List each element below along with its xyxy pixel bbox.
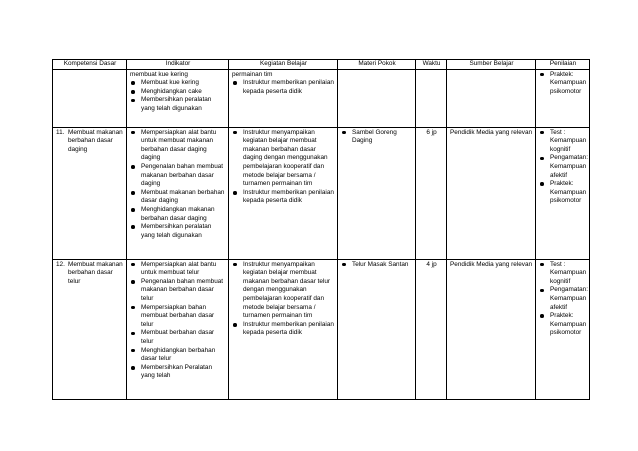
bullet-icon	[131, 208, 135, 212]
bullet-icon	[131, 263, 135, 267]
bullet-icon	[233, 81, 237, 85]
activity-item	[232, 321, 335, 338]
cell-time: 6 jp	[416, 127, 447, 259]
bullet-icon	[540, 314, 544, 318]
header-time: Waktu	[416, 60, 447, 70]
indicator-item	[130, 189, 226, 206]
assessment-item	[539, 180, 587, 206]
indicator-item-list	[130, 79, 226, 113]
activity-item-text: Instruktur memberikan penilaian kepada peserta didik	[243, 188, 334, 205]
activity-item-text: Instruktur memberikan penilaian kepada peserta didik	[243, 320, 334, 337]
indicator-item-text: Pengenalan bahan membuat makanan berbahan dasar telur	[141, 277, 224, 302]
indicator-item-list	[130, 261, 226, 381]
cell-activities	[229, 127, 338, 259]
table-row	[53, 259, 590, 399]
activity-item	[232, 129, 335, 189]
indicator-item	[130, 304, 226, 330]
bullet-icon	[342, 131, 346, 135]
bullet-icon	[540, 182, 544, 186]
indicator-item-text: Pengenalan bahan membuat makanan berbahan dasar daging	[141, 162, 224, 188]
bullet-icon	[540, 263, 544, 267]
activity-item-text: Instruktur menyampaikan kegiatan belajar membuat makanan berbahan dasar telur dengan menggunakan pembelajaran kooperatif dan metode belajar bersama / turnamen permainan tim	[243, 260, 331, 320]
material-item	[341, 129, 413, 146]
indicator-item	[130, 206, 226, 223]
bullet-icon	[540, 131, 544, 135]
bullet-icon	[131, 90, 135, 94]
indicator-item-text: Membersihkan Peralatan yang telah	[141, 363, 213, 380]
assessment-item-text: Praktek: Kemampuan psikomotor	[550, 312, 587, 337]
indicator-item-text: Membuat berbahan dasar telur	[141, 329, 215, 345]
header-competency: Kompetensi Dasar	[53, 60, 127, 70]
bullet-icon	[131, 191, 135, 195]
cell-competency	[53, 127, 127, 259]
activity-item-text: Instruktur memberikan penilaian kepada peserta didik	[243, 79, 334, 95]
cell-sources	[447, 69, 536, 127]
bullet-icon	[233, 323, 237, 327]
cell-assessment	[536, 69, 590, 127]
assessment-item-text: Test : Kemampuan kognitif	[550, 260, 587, 285]
bullet-icon	[131, 99, 135, 103]
cell-sources: Pendidik Media yang relevan	[447, 259, 536, 399]
indicator-item	[130, 329, 226, 346]
competency-text: Membuat makanan berbahan dasar telur	[68, 260, 123, 285]
bullet-icon	[131, 165, 135, 169]
activity-lead-text: permainan tim	[232, 70, 273, 78]
material-item	[341, 261, 413, 270]
bullet-icon	[131, 366, 135, 370]
indicator-item-text: Menghidangkan cake	[141, 87, 202, 95]
assessment-item	[539, 129, 587, 155]
indicator-item	[130, 79, 226, 88]
table-row	[53, 127, 590, 259]
assessment-item-text: Pengamatan: Kemampuan afektif	[550, 154, 589, 179]
indicator-item-text: Mempersiapkan bahan membuat berbahan dasar telur	[141, 303, 215, 328]
bullet-icon	[233, 263, 237, 267]
indicator-item-text: Membersihkan peralatan yang telah digunakan	[141, 223, 212, 239]
indicator-item	[130, 261, 226, 278]
bullet-icon	[342, 263, 346, 267]
material-item-text: Telur Masak Santan	[352, 260, 409, 268]
indicator-item-text: Menghidangkan berbahan dasar telur	[141, 346, 216, 363]
indicator-item	[130, 96, 226, 113]
cell-material	[338, 127, 416, 259]
syllabus-table	[52, 59, 590, 400]
indicator-item	[130, 364, 226, 381]
header-activities: Kegiatan Belajar	[229, 60, 338, 70]
indicator-item-text: Membuat kue kering	[141, 79, 199, 87]
indicator-item	[130, 347, 226, 364]
material-item-list	[341, 261, 413, 270]
activity-item-text: Instruktur menyampaikan kegiatan belajar membuat makanan berbahan dasar daging dengan menggunakan pembelajaran kooperatif dan metode belajar bersama / turnamen permainan tim	[243, 128, 328, 188]
activity-item	[232, 261, 335, 321]
indicator-item	[130, 88, 226, 97]
assessment-item-text: Pengamatan: Kemampuan afektif	[550, 286, 589, 311]
cell-material	[338, 259, 416, 399]
assessment-item	[539, 71, 587, 97]
bullet-icon	[131, 349, 135, 353]
indicator-item	[130, 129, 226, 163]
cell-assessment	[536, 259, 590, 399]
bullet-icon	[131, 306, 135, 310]
indicator-item-text: Membuat makanan berbahan dasar daging	[141, 188, 225, 205]
cell-time: 4 jp	[416, 259, 447, 399]
cell-assessment	[536, 127, 590, 259]
activity-item	[232, 189, 335, 206]
header-indicator: Indikator	[127, 60, 229, 70]
assessment-item-text: Praktek: Kemampuan psikomotor	[550, 180, 587, 205]
table-row	[53, 69, 590, 127]
cell-competency	[53, 259, 127, 399]
cell-time	[416, 69, 447, 127]
bullet-icon	[131, 225, 135, 229]
assessment-item	[539, 154, 587, 180]
indicator-item	[130, 163, 226, 189]
cell-indicators	[127, 69, 229, 127]
material-item-list	[341, 129, 413, 146]
activity-item-list	[232, 79, 335, 96]
bullet-icon	[131, 280, 135, 284]
competency-text: Membuat makanan berbahan dasar daging	[68, 128, 123, 153]
assessment-item	[539, 286, 587, 312]
cell-competency	[53, 69, 127, 127]
assessment-item-list	[539, 129, 587, 206]
bullet-icon	[540, 73, 544, 77]
assessment-item	[539, 261, 587, 287]
material-item-text: Sambel Goreng Daging	[352, 128, 397, 145]
header-sources: Sumber Belajar	[447, 60, 536, 70]
bullet-icon	[131, 332, 135, 336]
cell-activities	[229, 259, 338, 399]
assessment-item-text: Praktek: Kemampuan psikomotor	[550, 70, 587, 95]
assessment-item	[539, 312, 587, 338]
indicator-item-text: Mempersiapkan alat bantu untuk membuat telur	[141, 260, 217, 277]
header-assessment: Penilaian	[536, 60, 590, 70]
cell-activities	[229, 69, 338, 127]
indicator-item-text: Menghidangkan makanan berbahan dasar daging	[141, 205, 215, 222]
bullet-icon	[131, 131, 135, 135]
activity-item	[232, 79, 335, 96]
assessment-item-list	[539, 261, 587, 338]
bullet-icon	[540, 157, 544, 161]
competency-number: 11.	[56, 128, 65, 136]
activity-item-list	[232, 129, 335, 206]
indicator-item-text: Membersihkan peralatan yang telah digunakan	[141, 96, 212, 112]
assessment-item-list	[539, 71, 587, 97]
indicator-item-text: Mempersiapkan alat bantu untuk membuat makanan berbahan dasar daging daging	[141, 128, 217, 162]
indicator-item	[130, 223, 226, 240]
assessment-item-text: Test : Kemampuan kognitif	[550, 128, 587, 153]
bullet-icon	[233, 191, 237, 195]
indicator-item	[130, 278, 226, 304]
bullet-icon	[131, 81, 135, 85]
cell-material	[338, 69, 416, 127]
bullet-icon	[540, 289, 544, 293]
competency	[56, 129, 124, 155]
bullet-icon	[233, 131, 237, 135]
competency	[56, 261, 124, 287]
header-row	[53, 60, 590, 70]
header-material: Materi Pokok	[338, 60, 416, 70]
indicator-lead-text: membuat kue kering	[130, 70, 188, 78]
cell-indicators	[127, 127, 229, 259]
competency-number: 12.	[56, 260, 65, 268]
activity-item-list	[232, 261, 335, 338]
indicator-item-list	[130, 129, 226, 241]
cell-sources: Pendidik Media yang relevan	[447, 127, 536, 259]
cell-indicators	[127, 259, 229, 399]
